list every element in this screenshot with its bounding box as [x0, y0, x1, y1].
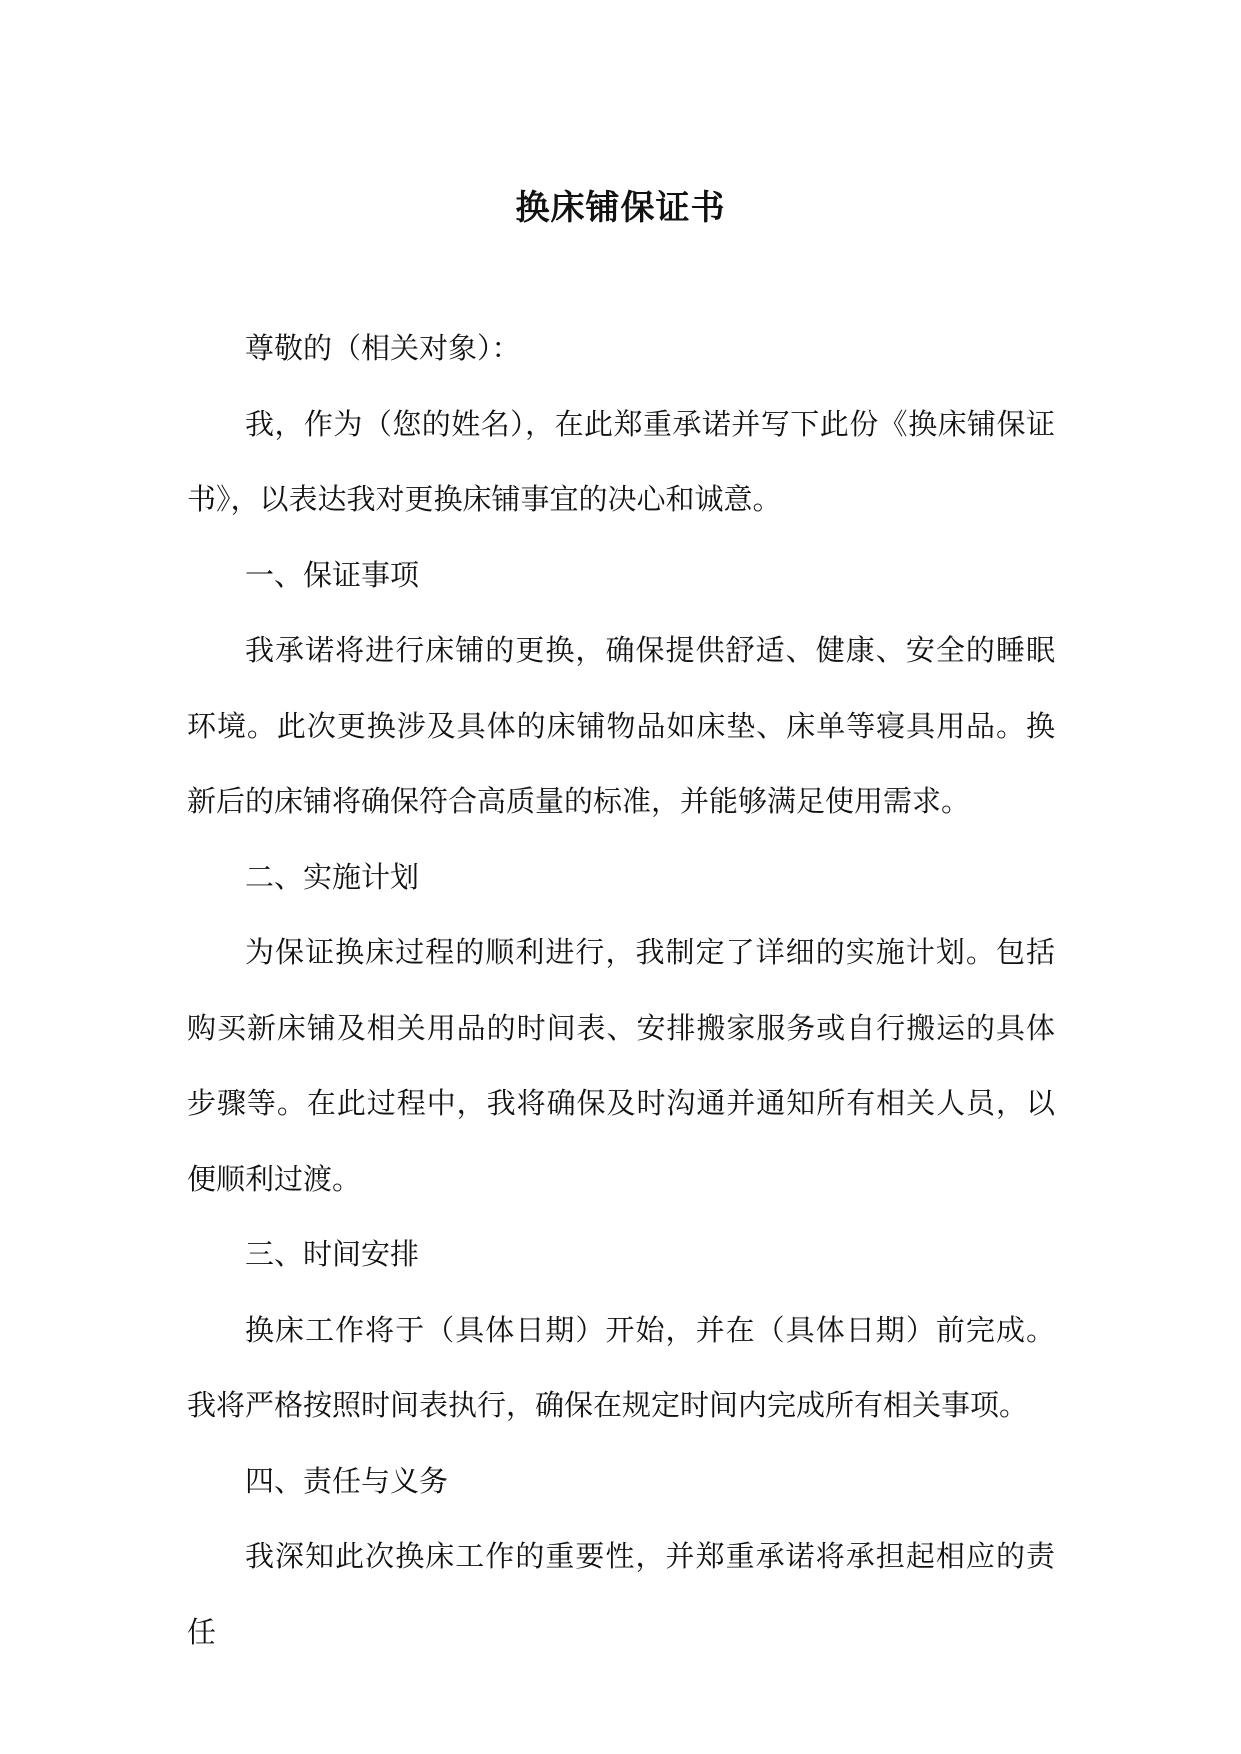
section-heading-plan: 二、实施计划 — [245, 859, 420, 894]
paragraph-intro: 我，作为（您的姓名），在此郑重承诺并写下此份《换床铺保证书》，以表达我对更换床铺事宜的决心和诚意。 — [187, 406, 1055, 516]
paragraph-schedule: 换床工作将于（具体日期）开始，并在（具体日期）前完成。我将严格按照时间表执行，确保在规定时间内完成所有相关事项。 — [187, 1312, 1055, 1422]
section-heading-responsibility: 四、责任与义务 — [245, 1463, 449, 1498]
section-heading-guarantee: 一、保证事项 — [245, 557, 420, 592]
paragraph-responsibility: 我深知此次换床工作的重要性，并郑重承诺将承担起相应的责任 — [187, 1539, 1055, 1649]
document-title: 换床铺保证书 — [515, 188, 726, 228]
document-body — [187, 311, 1055, 1670]
paragraph-plan: 为保证换床过程的顺利进行，我制定了详细的实施计划。包括购买新床铺及相关用品的时间表、安排搬家服务或自行搬运的具体步骤等。在此过程中，我将确保及时沟通并通知所有相关人员，以便顺利过渡。 — [187, 935, 1055, 1196]
section-heading-schedule: 三、时间安排 — [245, 1237, 420, 1271]
paragraph-guarantee: 我承诺将进行床铺的更换，确保提供舒适、健康、安全的睡眠环境。此次更换涉及具体的床铺物品如床垫、床单等寝具用品。换新后的床铺将确保符合高质量的标准，并能够满足使用需求。 — [187, 633, 1055, 818]
salutation: 尊敬的（相关对象）： — [245, 331, 521, 365]
